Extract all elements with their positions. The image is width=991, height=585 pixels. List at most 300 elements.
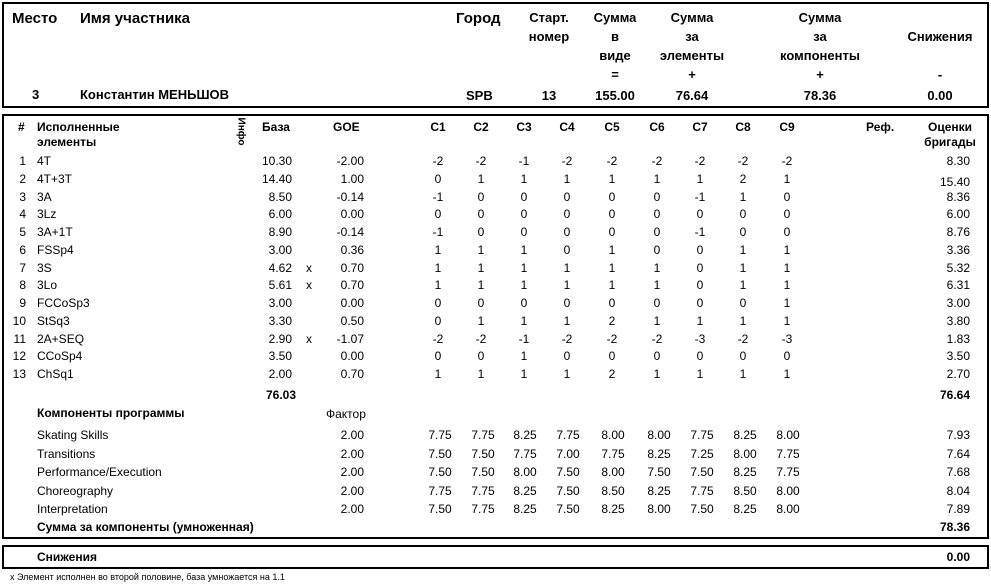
element-num: 13 — [12, 367, 26, 381]
element-row — [0, 278, 991, 296]
total-line-2: в — [611, 29, 619, 44]
element-judge-c7: 1 — [696, 313, 704, 328]
component-judge-c3: 7.75 — [513, 446, 537, 461]
element-num: 5 — [19, 225, 26, 239]
el-name-header — [37, 120, 120, 150]
element-num: 1 — [19, 154, 26, 168]
el-score-header-line-2: бригады — [924, 135, 976, 149]
element-row — [0, 367, 991, 385]
components-line-4: + — [816, 67, 824, 82]
element-goe: -2.00 — [336, 154, 364, 168]
components-line-1: Сумма — [798, 10, 842, 25]
total-line-3: виде — [599, 48, 631, 63]
el-name-header-line-2: элементы — [37, 135, 97, 149]
element-judge-c3: 1 — [520, 349, 528, 364]
component-factor: 2.00 — [340, 483, 364, 498]
deductions-line-2: - — [937, 67, 943, 82]
element-base: 5.61 — [268, 278, 292, 293]
el-name-header-line-1: Исполненные — [37, 120, 120, 134]
component-judge-c9: 7.75 — [776, 465, 800, 479]
element-judge-c6: 1 — [653, 313, 661, 328]
element-judge-c3: 1 — [520, 278, 528, 293]
element-judge-c3: -1 — [518, 331, 530, 346]
element-judge-c9: 0 — [783, 207, 791, 222]
element-base: 8.50 — [268, 189, 292, 204]
element-base: 14.40 — [261, 171, 292, 186]
judge-header-c2: C2 — [473, 120, 489, 134]
element-base: 3.00 — [268, 296, 292, 310]
el-score-header-line-1: Оценки — [927, 120, 972, 134]
components-total-score: 78.36 — [939, 520, 970, 534]
element-judge-c8: 1 — [739, 189, 747, 204]
el-num-header: # — [18, 120, 25, 134]
element-judge-c4: 1 — [563, 313, 571, 328]
element-judge-c1: -2 — [432, 331, 444, 346]
element-judge-c3: 0 — [520, 189, 528, 204]
element-score: 3.36 — [946, 242, 970, 257]
components-title: Компоненты программы — [37, 406, 185, 420]
element-judge-c2: 0 — [477, 189, 485, 204]
element-judge-c7: 0 — [696, 242, 704, 257]
element-judge-c7: 0 — [696, 278, 704, 293]
element-judge-c1: 0 — [434, 349, 442, 364]
elements-line-2: за — [685, 29, 699, 44]
component-judge-c8: 8.25 — [733, 502, 757, 516]
component-judge-c9: 8.00 — [776, 428, 800, 442]
element-score: 15.40 — [939, 174, 970, 189]
element-name: ChSq1 — [37, 367, 74, 381]
element-judge-c7: 0 — [696, 260, 704, 275]
element-judge-c7: 0 — [696, 296, 704, 310]
component-judge-c5: 8.00 — [601, 465, 625, 479]
element-judge-c5: 2 — [608, 313, 616, 328]
component-name: Skating Skills — [37, 428, 109, 442]
element-info: x — [306, 278, 312, 293]
element-name: 3A — [37, 189, 52, 204]
element-goe: 0.36 — [340, 242, 364, 257]
element-judge-c1: -1 — [432, 189, 444, 204]
element-judge-c5: 0 — [608, 349, 616, 364]
components-line-2: за — [813, 29, 827, 44]
component-name: Performance/Execution — [37, 465, 162, 479]
element-judge-c8: -2 — [737, 331, 749, 346]
component-judge-c8: 8.00 — [733, 446, 757, 461]
deductions-box — [2, 545, 989, 569]
element-judge-c3: 1 — [520, 242, 528, 257]
component-judge-c6: 8.00 — [647, 502, 671, 516]
element-judge-c6: 1 — [653, 260, 661, 275]
element-judge-c9: 0 — [783, 189, 791, 204]
element-judge-c8: 1 — [739, 260, 747, 275]
element-judge-c9: 1 — [783, 313, 791, 328]
el-goe-header: GOE — [333, 120, 360, 134]
element-judge-c8: -2 — [737, 154, 749, 168]
deductions-score: 0.00 — [946, 550, 970, 564]
element-judge-c1: 1 — [434, 278, 442, 293]
element-judge-c2: 1 — [477, 313, 485, 328]
element-judge-c5: -2 — [606, 331, 618, 346]
element-score: 6.00 — [946, 207, 970, 222]
el-info-header-text: Инфо — [235, 117, 247, 146]
element-num: 8 — [19, 278, 26, 293]
component-score: 7.64 — [946, 446, 970, 461]
element-name: 3A+1T — [37, 225, 73, 239]
skater-name: Константин МЕНЬШОВ — [80, 87, 230, 102]
element-judge-c6: 1 — [653, 171, 661, 186]
element-judge-c1: 0 — [434, 171, 442, 186]
component-score: 7.93 — [946, 428, 970, 442]
element-name: 4T — [37, 154, 52, 168]
component-judge-c7: 7.50 — [690, 465, 714, 479]
element-judge-c5: 2 — [608, 367, 616, 381]
element-info: x — [306, 260, 312, 275]
element-judge-c5: 1 — [608, 278, 616, 293]
element-base: 10.30 — [261, 154, 292, 168]
element-judge-c9: -3 — [781, 331, 793, 346]
element-judge-c2: -2 — [475, 154, 487, 168]
element-judge-c2: -2 — [475, 331, 487, 346]
component-judge-c2: 7.75 — [471, 483, 495, 498]
total-line-4: = — [611, 67, 619, 82]
element-judge-c3: 1 — [520, 260, 528, 275]
element-judge-c8: 1 — [739, 242, 747, 257]
component-judge-c8: 8.50 — [733, 483, 757, 498]
element-base: 3.50 — [268, 349, 292, 364]
element-goe: 1.00 — [340, 171, 364, 186]
element-judge-c3: 1 — [520, 313, 528, 328]
element-judge-c1: 0 — [434, 207, 442, 222]
element-judge-c3: 1 — [520, 171, 528, 186]
component-judge-c4: 7.50 — [556, 483, 580, 498]
component-row — [0, 502, 991, 520]
element-name: CCoSp4 — [37, 349, 83, 364]
element-judge-c8: 1 — [739, 278, 747, 293]
judge-header-c5: C5 — [604, 120, 620, 134]
component-name: Interpretation — [37, 502, 108, 516]
element-score: 8.76 — [946, 225, 970, 239]
element-judge-c4: -2 — [561, 154, 573, 168]
component-judge-c7: 7.75 — [690, 483, 714, 498]
element-judge-c4: 1 — [563, 278, 571, 293]
component-row — [0, 447, 991, 465]
element-judge-c1: -1 — [432, 225, 444, 239]
element-num: 7 — [19, 260, 26, 275]
element-goe: 0.00 — [340, 349, 364, 364]
element-judge-c5: 0 — [608, 225, 616, 239]
component-judge-c7: 7.50 — [690, 502, 714, 516]
element-base: 6.00 — [268, 207, 292, 222]
skater-total: 155.00 — [595, 88, 635, 103]
element-goe: -0.14 — [336, 189, 364, 204]
components-factor-header: Фактор — [326, 407, 366, 421]
skater-components-score: 78.36 — [803, 88, 837, 103]
element-judge-c2: 0 — [477, 349, 485, 364]
element-score: 5.32 — [946, 260, 970, 275]
element-judge-c4: 1 — [563, 171, 571, 186]
elements-line-3: элементы — [659, 48, 725, 63]
element-judge-c8: 0 — [739, 296, 747, 310]
element-judge-c8: 0 — [739, 225, 747, 239]
element-judge-c4: -2 — [561, 331, 573, 346]
components-total-label: Сумма за компоненты (умноженная) — [37, 520, 254, 534]
deductions-line-1: Снижения — [907, 29, 973, 44]
component-judge-c4: 7.50 — [556, 465, 580, 479]
component-factor: 2.00 — [340, 465, 364, 479]
element-score: 6.31 — [946, 278, 970, 293]
element-name: 2A+SEQ — [37, 331, 85, 346]
component-score: 7.68 — [946, 465, 970, 479]
element-score: 3.00 — [946, 296, 970, 310]
element-num: 3 — [19, 189, 26, 204]
element-name: FSSp4 — [37, 242, 74, 257]
el-info-header — [230, 117, 252, 146]
element-judge-c6: 0 — [653, 296, 661, 310]
element-judge-c6: 0 — [653, 225, 661, 239]
elements-score-total: 76.64 — [939, 388, 970, 402]
judge-header-c3: C3 — [516, 120, 532, 134]
component-judge-c1: 7.50 — [428, 502, 452, 516]
start-no-line-1: Старт. — [529, 10, 569, 25]
component-judge-c2: 7.50 — [471, 465, 495, 479]
element-judge-c9: -2 — [781, 154, 793, 168]
element-judge-c8: 1 — [739, 367, 747, 381]
element-base: 8.90 — [268, 225, 292, 239]
col-elements-header — [652, 8, 732, 84]
element-judge-c8: 0 — [739, 349, 747, 364]
components-line-3: компоненты — [780, 48, 860, 63]
element-judge-c2: 1 — [477, 260, 485, 275]
element-row — [0, 225, 991, 243]
element-judge-c5: 0 — [608, 296, 616, 310]
el-base-header: База — [262, 120, 290, 134]
el-score-header — [915, 120, 985, 150]
component-judge-c6: 8.25 — [647, 446, 671, 461]
element-judge-c4: 0 — [563, 225, 571, 239]
col-deductions-header — [900, 27, 980, 84]
element-row — [0, 243, 991, 261]
element-row — [0, 349, 991, 367]
start-no-line-2: номер — [528, 29, 570, 44]
component-judge-c3: 8.25 — [513, 483, 537, 498]
component-name: Transitions — [37, 446, 96, 461]
element-judge-c3: 0 — [520, 225, 528, 239]
col-name-header: Имя участника — [80, 10, 191, 27]
element-goe: -1.07 — [336, 331, 364, 346]
element-row — [0, 332, 991, 350]
component-judge-c9: 8.00 — [776, 502, 800, 516]
element-judge-c9: 1 — [783, 242, 791, 257]
element-score: 3.80 — [946, 313, 970, 328]
component-judge-c8: 8.25 — [733, 465, 757, 479]
component-judge-c9: 8.00 — [776, 483, 800, 498]
component-row — [0, 428, 991, 446]
element-base: 4.62 — [268, 260, 292, 275]
element-judge-c6: 1 — [653, 367, 661, 381]
element-judge-c1: 1 — [434, 367, 442, 381]
element-judge-c9: 1 — [783, 278, 791, 293]
component-judge-c2: 7.75 — [471, 428, 495, 442]
element-judge-c2: 1 — [477, 367, 485, 381]
skater-elements-score: 76.64 — [675, 88, 709, 103]
component-judge-c5: 8.50 — [601, 483, 625, 498]
element-row — [0, 172, 991, 190]
element-score: 8.36 — [946, 189, 970, 204]
element-name: 3S — [37, 260, 52, 275]
skater-start-no: 13 — [541, 88, 557, 103]
judge-header-c1: C1 — [430, 120, 446, 134]
judge-header-c8: C8 — [735, 120, 751, 134]
component-factor: 2.00 — [340, 428, 364, 442]
element-name: StSq3 — [37, 313, 70, 328]
element-judge-c8: 0 — [739, 207, 747, 222]
component-judge-c3: 8.25 — [513, 428, 537, 442]
component-name: Choreography — [37, 483, 114, 498]
component-row — [0, 484, 991, 502]
element-judge-c6: 0 — [653, 242, 661, 257]
element-judge-c5: 1 — [608, 171, 616, 186]
element-row — [0, 314, 991, 332]
element-row — [0, 296, 991, 314]
element-num: 11 — [13, 331, 26, 346]
element-judge-c5: -2 — [606, 154, 618, 168]
component-judge-c2: 7.75 — [471, 502, 495, 516]
element-base: 3.00 — [268, 242, 292, 257]
skater-city: SPB — [466, 88, 493, 103]
element-judge-c6: 0 — [653, 349, 661, 364]
element-judge-c3: 1 — [520, 367, 528, 381]
elements-line-4: + — [688, 67, 696, 82]
element-judge-c6: 1 — [653, 278, 661, 293]
element-name: 3Lz — [37, 207, 57, 222]
element-base: 2.00 — [268, 367, 292, 381]
el-ref-header: Реф. — [866, 120, 895, 134]
element-judge-c9: 0 — [783, 225, 791, 239]
component-judge-c6: 7.50 — [647, 465, 671, 479]
element-goe: 0.70 — [340, 278, 364, 293]
element-judge-c5: 0 — [608, 189, 616, 204]
element-info: x — [306, 331, 312, 346]
element-goe: -0.14 — [336, 225, 364, 239]
element-base: 2.90 — [268, 331, 292, 346]
total-line-1: Сумма — [593, 10, 637, 25]
element-goe: 0.00 — [340, 207, 364, 222]
element-judge-c5: 0 — [608, 207, 616, 222]
element-num: 12 — [12, 349, 26, 364]
element-judge-c4: 1 — [563, 260, 571, 275]
element-judge-c4: 1 — [563, 367, 571, 381]
element-score: 2.70 — [946, 367, 970, 381]
element-judge-c7: 1 — [696, 367, 704, 381]
element-judge-c7: -3 — [694, 331, 706, 346]
component-judge-c1: 7.75 — [428, 428, 452, 442]
component-score: 8.04 — [946, 483, 970, 498]
component-judge-c1: 7.50 — [428, 446, 452, 461]
element-judge-c5: 1 — [608, 242, 616, 257]
col-components-header — [770, 8, 870, 84]
component-judge-c2: 7.50 — [471, 446, 495, 461]
element-judge-c1: -2 — [432, 154, 444, 168]
footnote: x Элемент исполнен во второй половине, база умножается на 1.1 — [10, 572, 285, 582]
element-judge-c4: 0 — [563, 296, 571, 310]
element-goe: 0.00 — [340, 296, 364, 310]
element-judge-c4: 0 — [563, 189, 571, 204]
element-name: FCCoSp3 — [37, 296, 90, 310]
judge-header-c7: C7 — [692, 120, 708, 134]
col-total-header — [585, 8, 645, 84]
component-judge-c6: 8.25 — [647, 483, 671, 498]
element-judge-c9: 1 — [783, 171, 791, 186]
component-judge-c3: 8.00 — [513, 465, 537, 479]
component-judge-c4: 7.75 — [556, 428, 580, 442]
element-judge-c1: 1 — [434, 260, 442, 275]
element-judge-c7: -1 — [694, 225, 706, 239]
element-judge-c7: 1 — [696, 171, 704, 186]
element-row — [0, 261, 991, 279]
component-judge-c5: 8.25 — [601, 502, 625, 516]
element-judge-c6: 0 — [653, 207, 661, 222]
element-goe: 0.70 — [340, 260, 364, 275]
component-judge-c9: 7.75 — [776, 446, 800, 461]
element-num: 9 — [19, 296, 26, 310]
deductions-label: Снижения — [37, 550, 97, 564]
element-judge-c2: 0 — [477, 296, 485, 310]
element-judge-c5: 1 — [608, 260, 616, 275]
element-judge-c2: 1 — [477, 171, 485, 186]
component-judge-c4: 7.00 — [556, 446, 580, 461]
element-judge-c4: 0 — [563, 207, 571, 222]
col-place-header: Место — [12, 10, 58, 27]
element-name: 3Lo — [37, 278, 58, 293]
skater-place: 3 — [32, 87, 40, 102]
element-judge-c9: 0 — [783, 349, 791, 364]
element-name: 4T+3T — [37, 171, 73, 186]
component-judge-c8: 8.25 — [733, 428, 757, 442]
judge-header-c4: C4 — [559, 120, 575, 134]
element-judge-c1: 0 — [434, 296, 442, 310]
element-judge-c8: 2 — [739, 171, 747, 186]
element-judge-c6: -2 — [651, 331, 663, 346]
element-goe: 0.70 — [340, 367, 364, 381]
element-judge-c8: 1 — [739, 313, 747, 328]
component-factor: 2.00 — [340, 446, 364, 461]
element-judge-c3: 0 — [520, 207, 528, 222]
element-judge-c7: 0 — [696, 349, 704, 364]
component-judge-c4: 7.50 — [556, 502, 580, 516]
element-score: 8.30 — [946, 154, 970, 168]
element-judge-c9: 1 — [783, 367, 791, 381]
element-judge-c2: 1 — [477, 278, 485, 293]
element-row — [0, 190, 991, 208]
component-judge-c6: 8.00 — [647, 428, 671, 442]
element-judge-c3: -1 — [518, 154, 530, 168]
element-judge-c2: 0 — [477, 207, 485, 222]
element-goe: 0.50 — [340, 313, 364, 328]
element-judge-c6: -2 — [651, 154, 663, 168]
component-judge-c7: 7.25 — [690, 446, 714, 461]
element-judge-c1: 0 — [434, 313, 442, 328]
element-judge-c9: 1 — [783, 260, 791, 275]
component-judge-c7: 7.75 — [690, 428, 714, 442]
element-judge-c1: 1 — [434, 242, 442, 257]
element-judge-c4: 0 — [563, 349, 571, 364]
col-start-no-header — [520, 8, 578, 46]
element-score: 3.50 — [946, 349, 970, 364]
element-num: 10 — [12, 313, 26, 328]
col-city-header: Город — [456, 10, 501, 27]
component-judge-c1: 7.50 — [428, 465, 452, 479]
element-num: 4 — [19, 207, 26, 222]
element-judge-c2: 1 — [477, 242, 485, 257]
